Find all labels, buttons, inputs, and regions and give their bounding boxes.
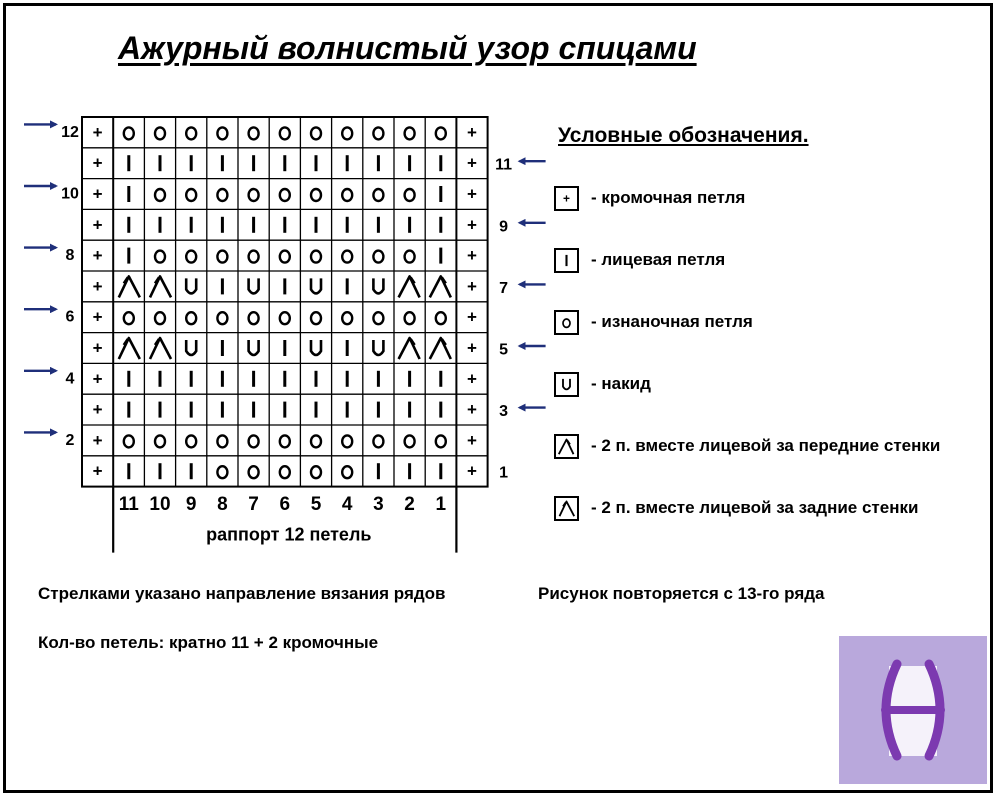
row-number: 7: [499, 279, 509, 297]
chart-cell: +: [92, 276, 103, 296]
chart-cell: +: [92, 215, 103, 235]
chart-cell: +: [92, 461, 103, 481]
chart-cell: +: [467, 307, 477, 327]
legend-symbol-glyph: [559, 439, 574, 454]
legend-text: - накид: [591, 374, 651, 393]
legend-symbol: [554, 310, 579, 335]
repeat-note: Рисунок повторяется с 13-го ряда: [538, 584, 825, 603]
pisces-icon: [839, 636, 987, 784]
chart-cell: +: [92, 338, 103, 358]
legend-text: - 2 п. вместе лицевой за задние стенки: [591, 498, 919, 517]
column-number: 6: [279, 494, 291, 516]
chart-cell: +: [92, 307, 103, 327]
row-number: 11: [495, 156, 513, 174]
chart-cell: +: [467, 184, 477, 204]
stitch-count-note: Кол-во петель: кратно 11 + 2 кромочные: [38, 633, 379, 652]
column-number: 7: [248, 494, 259, 516]
legend-symbol-glyph: [560, 501, 575, 516]
chart-cell: +: [92, 246, 103, 266]
chart-cell: +: [467, 400, 477, 420]
repeat-label: раппорт 12 петель: [206, 524, 372, 545]
legend-title: Условные обозначения.: [558, 124, 809, 147]
row-number: 2: [65, 431, 75, 449]
chart-cell: +: [92, 369, 103, 389]
legend-item: [554, 431, 940, 461]
legend-symbol: [554, 434, 579, 459]
legend-symbol: [554, 496, 579, 521]
legend-text: - 2 п. вместе лицевой за передние стенки: [591, 436, 941, 455]
chart-cell: +: [92, 122, 103, 142]
row-number: 9: [499, 218, 509, 236]
legend-text: - изнаночная петля: [591, 312, 753, 331]
legend-symbol: [554, 248, 579, 273]
column-number: 1: [435, 494, 447, 516]
column-number: 10: [149, 494, 171, 516]
arrows-note: Стрелками указано направление вязания рядов: [38, 584, 446, 603]
row-number: 5: [499, 341, 509, 359]
column-number: 8: [217, 494, 228, 516]
row-number: 6: [65, 308, 75, 326]
chart-cell: +: [467, 122, 477, 142]
column-number: 9: [185, 494, 197, 516]
legend-item: [554, 183, 745, 213]
chart-cell: +: [467, 461, 477, 481]
legend-text: - лицевая петля: [591, 250, 726, 269]
legend-item: [554, 493, 918, 523]
chart-cell: +: [467, 369, 477, 389]
chart-cell: +: [92, 184, 103, 204]
chart-cell: +: [467, 246, 477, 266]
row-number: 8: [65, 247, 75, 265]
page-title: Ажурный волнистый узор спицами: [118, 30, 697, 66]
row-number: 4: [65, 370, 75, 388]
chart-cell: +: [467, 276, 477, 296]
chart-cell: +: [92, 400, 103, 420]
legend-symbol-glyph: [563, 319, 570, 327]
pisces-logo: [839, 636, 987, 784]
chart-cell: +: [467, 430, 477, 450]
legend-symbol-glyph: +: [563, 191, 570, 205]
column-number: 5: [310, 494, 322, 516]
column-number: 11: [118, 494, 139, 516]
row-number: 10: [61, 185, 79, 203]
legend-item: [554, 369, 651, 399]
chart-cell: +: [467, 153, 477, 173]
row-number: 3: [499, 403, 509, 421]
legend-symbol: [554, 372, 579, 397]
row-number: 12: [61, 123, 79, 141]
legend-text: - кромочная петля: [591, 188, 746, 207]
column-number: 3: [373, 494, 384, 516]
legend-symbol-glyph: [563, 378, 570, 389]
column-number: 4: [341, 494, 353, 516]
chart-cell: +: [467, 338, 477, 358]
legend-item: [554, 245, 725, 275]
row-number: 1: [499, 464, 509, 482]
column-number: 2: [404, 494, 415, 516]
chart-cell: +: [92, 153, 103, 173]
chart-cell: +: [92, 430, 103, 450]
chart-cell: +: [467, 215, 477, 235]
legend-symbol: [554, 186, 579, 211]
legend-item: [554, 307, 753, 337]
